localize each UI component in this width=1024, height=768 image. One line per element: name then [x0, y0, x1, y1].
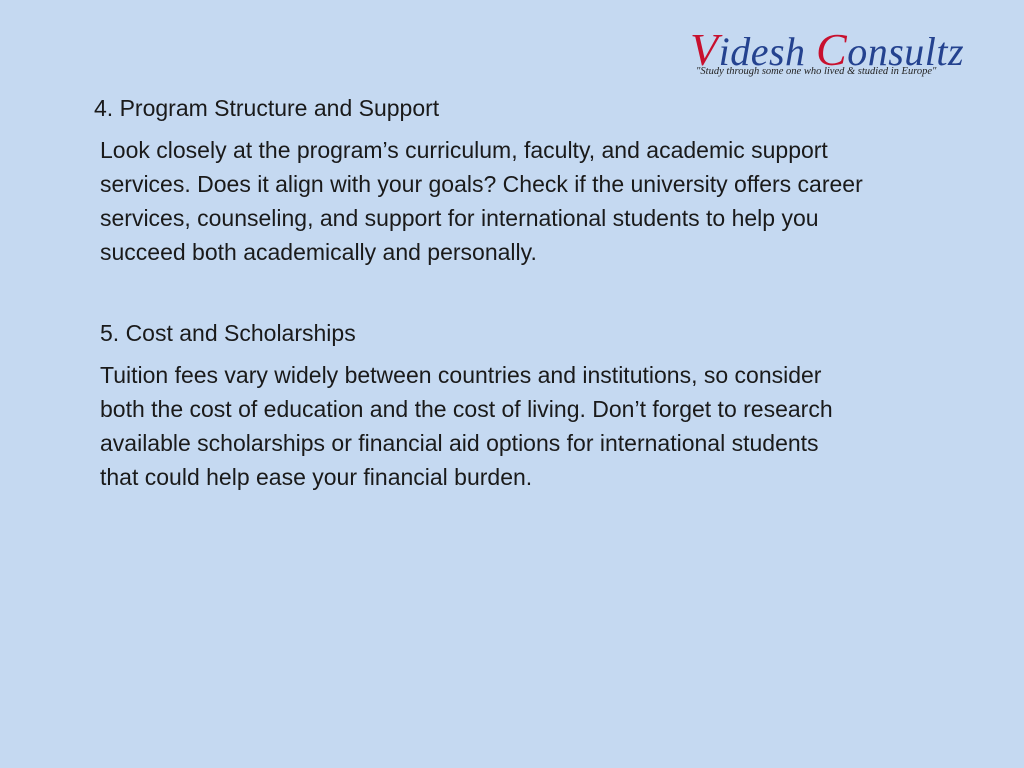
- section-4-paragraph: [100, 133, 980, 269]
- section-4-heading: 4. Program Structure and Support: [94, 95, 440, 121]
- logo-word-idesh: idesh: [718, 29, 817, 74]
- section-4-line: Look closely at the program’s curriculum, faculty, and academic support: [100, 137, 828, 163]
- section-5-line: that could help ease your financial burden.: [100, 464, 533, 490]
- section-4-line: succeed both academically and personally.: [100, 239, 537, 265]
- section-5-heading: 5. Cost and Scholarships: [100, 320, 356, 346]
- section-4-line: services. Does it align with your goals? Check if the university offers career: [100, 171, 863, 197]
- logo-letter-c: C: [816, 24, 848, 75]
- section-4-line: services, counseling, and support for international students to help you: [100, 205, 819, 231]
- section-5-line: both the cost of education and the cost of living. Don’t forget to research: [100, 396, 833, 422]
- videsh-consultz-logo: [690, 24, 1000, 84]
- section-5-line: available scholarships or financial aid options for international students: [100, 430, 819, 456]
- logo-letter-v: V: [690, 24, 719, 75]
- logo-word-onsultz: onsultz: [847, 29, 965, 74]
- section-5-paragraph: [100, 358, 980, 494]
- section-5-line: Tuition fees vary widely between countries and institutions, so consider: [100, 362, 822, 388]
- logo-tagline: "Study through some one who lived & studied in Europe": [696, 66, 937, 77]
